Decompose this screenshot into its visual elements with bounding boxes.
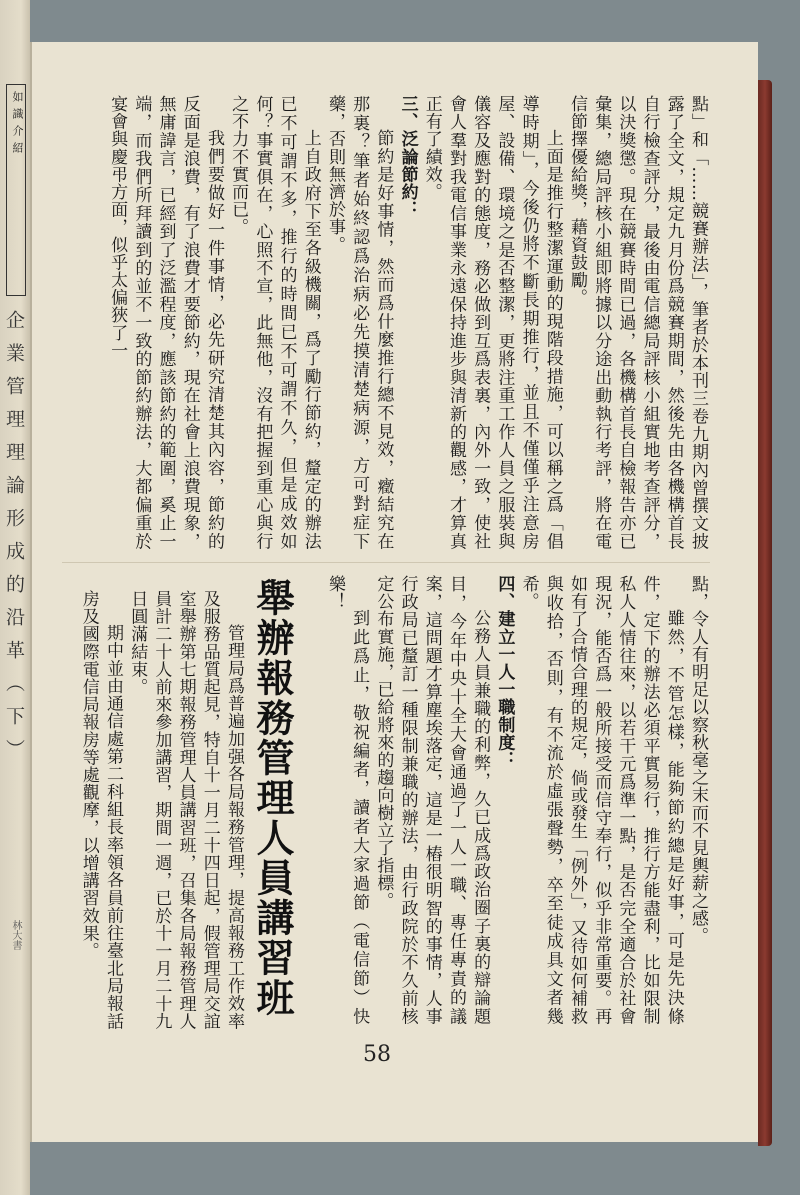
notice-column xyxy=(62,590,246,1030)
article-paragraph: 點，令人有明足以察秋毫之末而不見輿薪之感。 xyxy=(688,575,708,945)
previous-page-footnote: 林大書 xyxy=(10,920,21,950)
article-paragraph: 公務人員兼職的利弊，久已成爲政治圈子裏的辯論題目，今年中央十全大會通過了一人一職、專任專責的議案，這問題才算塵埃落定，這是一樁很明智的事情，人事行政局已釐訂一種限制兼職的辦法，由行政院於不久前核定公布實施，已給將來的趨向樹立了指標。 xyxy=(373,575,491,1025)
article-top-column xyxy=(62,95,710,550)
section-heading: 四、建立一人一職制度： xyxy=(494,575,515,769)
section-heading: 三、泛論節約： xyxy=(397,95,418,219)
section-divider xyxy=(62,562,710,563)
article-paragraph: 我們要做好一件事情，必先研究清楚其內容，節約的反面是浪費，有了浪費才要節約，現在社會上浪費現象，無庸諱言，已經到了泛濫程度，應該節約的範圍，奚止一端，而我們所拜讀到的並不一致的節約辦法，大都偏重於宴會與慶弔方面，似乎太偏狹了一 xyxy=(107,95,224,550)
article-paragraph: 上自政府下至各級機關，爲了勵行節約，釐定的辦法已不可謂不多，推行的時間已不可謂不久，但是成效如何？事實俱在，心照不宣，此無他，沒有把握到重心與行之不力不實而已。 xyxy=(228,95,321,550)
article-paragraph: 到此爲止，敬祝編者，讀者大家過節（電信節）快樂！ xyxy=(324,575,370,1025)
article-paragraph: 節約是好事情，然而爲什麼推行總不見效，癥結究在那裏？筆者始終認爲治病必先摸清楚病源，方可對症下藥，否則無濟於事。 xyxy=(324,95,394,550)
notice-paragraph: 期中並由通信處第二科組長率領各員前往臺北局報話房及國際電信局報房等處觀摩，以增講習效果。 xyxy=(78,590,123,1030)
article-paragraph: 點」和「……競賽辦法」，筆者於本刊三卷九期內曾撰文披露了全文，規定九月份爲競賽期間，然後先由各機構首長自行檢查評分，最後由電信總局評核小組實地考查評分，以決獎懲。現在競賽時間已過，各機構首長自檢報告亦已彙集，總局評核小組即將據以分途出動執行考評，將在電信節擇優給獎，藉資鼓勵。 xyxy=(566,95,708,550)
notice-title: 舉辦報務管理人員講習班 xyxy=(250,578,295,1018)
article-paragraph: 上面是推行整潔運動的現階段措施，可以稱之爲「倡導時期」，今後仍將不斷長期推行，並且不僅僅乎注意房屋、設備、環境之是否整潔，更將注重工作人員之服裝與儀容及應對的態度，務必做到互爲表裏，內外一致，使社會人羣對我電信事業永遠保持進步與清新的觀感，才算真正有了績效。 xyxy=(421,95,563,550)
book-binding-edge xyxy=(758,80,772,1146)
notice-paragraph: 管理局爲普遍加强各局報務管理，提高報務工作效率及服務品質起見，特自十一月二十四日起，假管理局交誼室舉辦第七期報務管理人員講習班，召集各局報務管理人員計二十人前來參加講習，期間一週，已於十一月二十九日圓滿結束。 xyxy=(127,590,244,1030)
article-bottom-column xyxy=(324,575,710,1025)
previous-page-edge xyxy=(0,0,30,1195)
article-paragraph: 雖然，不管怎樣，能夠節約總是好事，可是先決條件，定下的辦法必須平實易行，推行方能盡利，比如限制私人人情往來，以若干元爲準一點，是否完全適合於社會現況，能否爲一般所接受而信守奉行，似乎非常重要。再如有了合情合理的規定，倘或發生「例外」，又待如何補救與收拾，否則，有不流於虛張聲勢，卒至徒成具文者幾希。 xyxy=(518,575,684,1025)
page-number: 58 xyxy=(363,1042,391,1067)
previous-page-running-title: 企業管理理論形成的沿革（下） xyxy=(3,310,25,772)
previous-page-section-strip: 如識介紹 xyxy=(6,84,26,296)
